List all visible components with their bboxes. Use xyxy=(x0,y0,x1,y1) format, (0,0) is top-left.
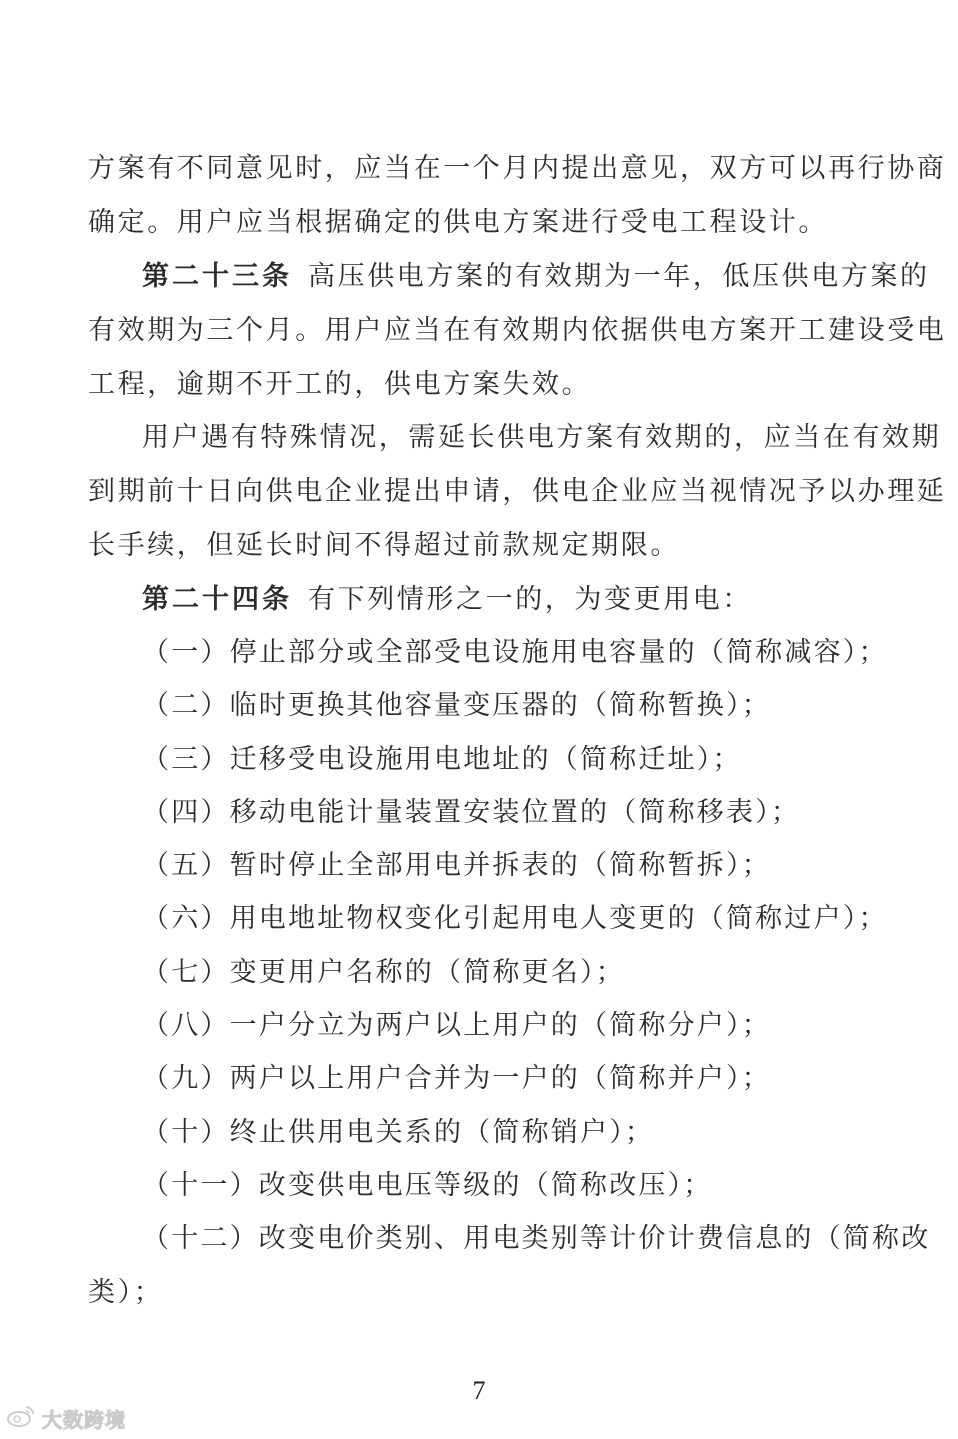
watermark xyxy=(6,1404,126,1432)
paragraph-line: 长手续，但延长时间不得超过前款规定期限。 xyxy=(88,530,680,561)
article-23-first-line xyxy=(0,257,958,297)
watermark-text: 大数跨境 xyxy=(42,1407,126,1432)
list-item: （七）变更用户名称的（简称更名）； xyxy=(142,957,625,988)
article-23-text: 高压供电方案的有效期为一年，低压供电方案的 xyxy=(308,261,930,292)
paragraph-line: 到期前十日向供电企业提出申请，供电企业应当视情况予以办理延 xyxy=(88,476,947,507)
list-item: （四）移动电能计量装置安装位置的（简称移表）； xyxy=(142,797,801,828)
paragraph-line: 有效期为三个月。用户应当在有效期内依据供电方案开工建设受电 xyxy=(88,315,947,346)
paragraph-line: 用户遇有特殊情况，需延长供电方案有效期的，应当在有效期 xyxy=(142,422,942,453)
list-item: （三）迁移受电设施用电地址的（简称迁址）； xyxy=(142,744,742,775)
list-item: （十一）改变供电电压等级的（简称改压）； xyxy=(142,1170,713,1201)
list-item: （一）停止部分或全部受电设施用电容量的（简称减容）； xyxy=(142,637,888,668)
article-24-heading: 第二十四条 xyxy=(142,584,292,615)
paragraph-line: 方案有不同意见时，应当在一个月内提出意见，双方可以再行协商 xyxy=(88,153,947,184)
paragraph-line: 工程，逾期不开工的，供电方案失效。 xyxy=(88,369,592,400)
list-item: （九）两户以上用户合并为一户的（简称并户）； xyxy=(142,1063,771,1094)
list-item: （二）临时更换其他容量变压器的（简称暂换）； xyxy=(142,690,771,721)
article-24-first-line xyxy=(0,580,958,620)
paragraph-line: 确定。用户应当根据确定的供电方案进行受电工程设计。 xyxy=(88,207,828,238)
list-item-continuation: 类）； xyxy=(88,1277,164,1308)
weibo-logo-icon xyxy=(6,1404,36,1432)
article-23-heading: 第二十三条 xyxy=(142,261,292,292)
list-item: （六）用电地址物权变化引起用电人变更的（简称过户）； xyxy=(142,903,888,934)
article-24-text: 有下列情形之一的，为变更用电： xyxy=(308,584,752,615)
list-item: （五）暂时停止全部用电并拆表的（简称暂拆）； xyxy=(142,850,771,881)
list-item: （八）一户分立为两户以上用户的（简称分户）； xyxy=(142,1010,771,1041)
page-number: 7 xyxy=(472,1376,486,1405)
list-item: （十）终止供用电关系的（简称销户）； xyxy=(142,1117,655,1148)
list-item: （十二）改变电价类别、用电类别等计价计费信息的（简称改 xyxy=(142,1223,931,1254)
